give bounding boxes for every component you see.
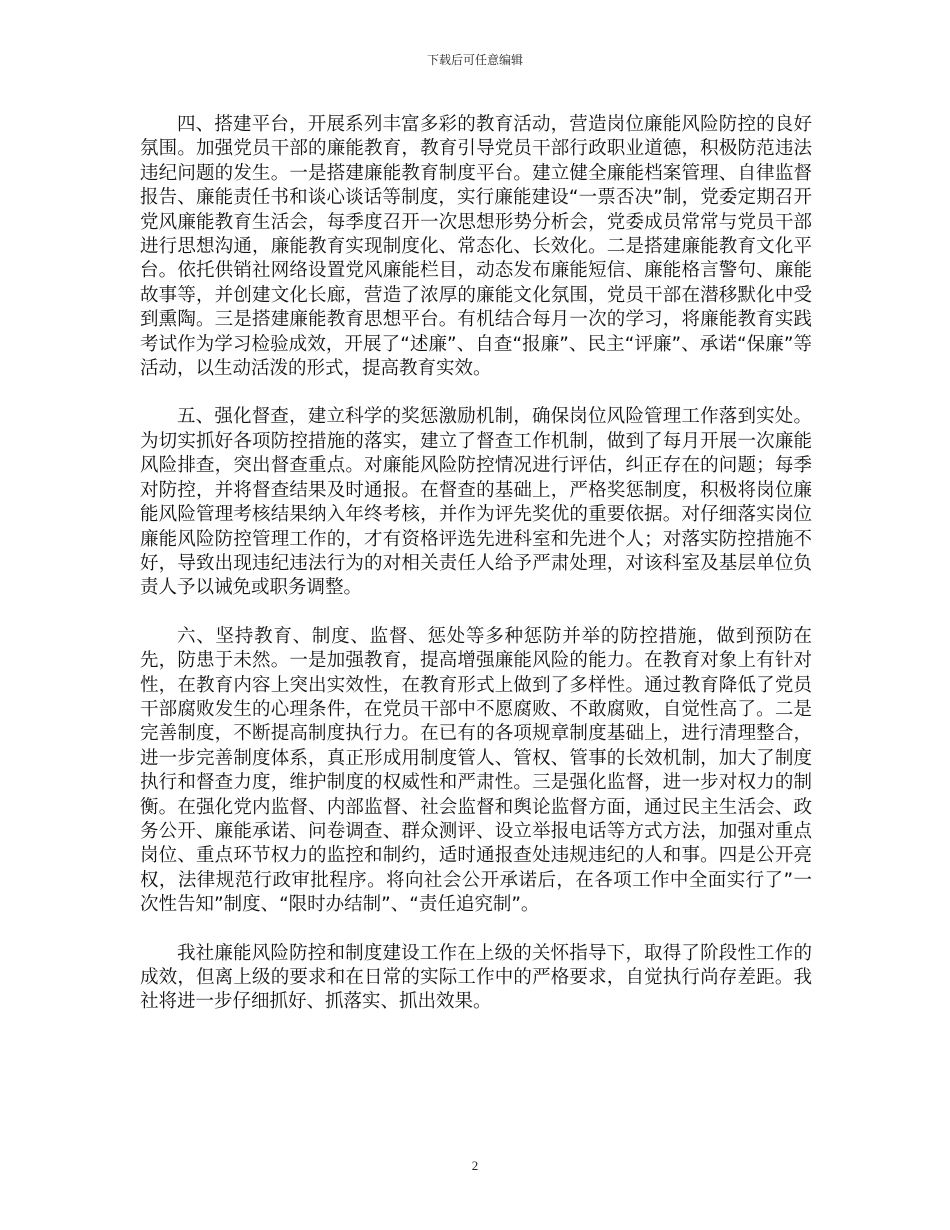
paragraph-section-six: 六、坚持教育、制度、监督、惩处等多种惩防并举的防控措施，做到预防在先，防患于未然。一是加强教育，提高增强廉能风险的能力。在教育对象上有针对性，在教育内容上突出实效性，在教育形式上做到了多样性。通过教育降低了党员干部腐败发生的心理条件，在党员干部中不愿腐败、不敢腐败，自觉性高了。二是完善制度，不断提高制度执行力。在已有的各项规章制度基础上，进行清理整合，进一步完善制度体系，真正形成用制度管人、管权、管事的长效机制，加大了制度执行和督查力度，维护制度的权威性和严肃性。三是强化监督，进一步对权力的制衡。在强化党内监督、内部监督、社会监督和舆论监督方面，通过民主生活会、政务公开、廉能承诺、问卷调查、群众测评、设立举报电话等方式方法，加强对重点岗位、重点环节权力的监控和制约，适时通报查处违规违纪的人和事。四是公开亮权，法律规范行政审批程序。将向社会公开承诺后，在各项工作中全面实行了”一次性告知”制度、“限时办结制”、“责任追究制”。 [140, 625, 812, 916]
paragraph-section-four: 四、搭建平台，开展系列丰富多彩的教育活动，营造岗位廉能风险防控的良好氛围。加强党员干部的廉能教育，教育引导党员干部行政职业道德，积极防范违法违纪问题的发生。一是搭建廉能教育制度平台。建立健全廉能档案管理、自律监督报告、廉能责任书和谈心谈话等制度，实行廉能建设“一票否决”制，党委定期召开党风廉能教育生活会，每季度召开一次思想形势分析会，党委成员常常与党员干部进行思想沟通，廉能教育实现制度化、常态化、长效化。二是搭建廉能教育文化平台。依托供销社网络设置党风廉能栏目，动态发布廉能短信、廉能格言警句、廉能故事等，并创建文化长廊，营造了浓厚的廉能文化氛围，党员干部在潜移默化中受到熏陶。三是搭建廉能教育思想平台。有机结合每月一次的学习，将廉能教育实践考试作为学习检验成效，开展了“述廉”、自查“报廉”、民主“评廉”、承诺“保廉”等活动，以生动活泼的形式，提高教育实效。 [140, 114, 812, 380]
page-header: 下载后可任意编辑 [426, 53, 523, 67]
paragraph-conclusion: 我社廉能风险防控和制度建设工作在上级的关怀指导下，取得了阶段性工作的成效，但离上级的要求和在日常的实际工作中的严格要求，自觉执行尚存差距。我社将进一步仔细抓好、抓落实、抓出效果。 [140, 942, 812, 1013]
page-number: 2 [471, 1158, 479, 1173]
document-body [140, 113, 812, 1039]
paragraph-section-five: 五、强化督查，建立科学的奖惩激励机制，确保岗位风险管理工作落到实处。为切实抓好各项防控措施的落实，建立了督查工作机制，做到了每月开展一次廉能风险排查，突出督查重点。对廉能风险防控情况进行评估，纠正存在的问题；每季对防控，并将督查结果及时通报。在督查的基础上，严格奖惩制度，积极将岗位廉能风险管理考核结果纳入年终考核，并作为评先奖优的重要依据。对仔细落实岗位廉能风险防控管理工作的，才有资格评选先进科室和先进个人；对落实防控措施不好，导致出现违纪违法行为的对相关责任人给予严肃处理，对该科室及基层单位负责人予以诫免或职务调整。 [140, 406, 812, 599]
